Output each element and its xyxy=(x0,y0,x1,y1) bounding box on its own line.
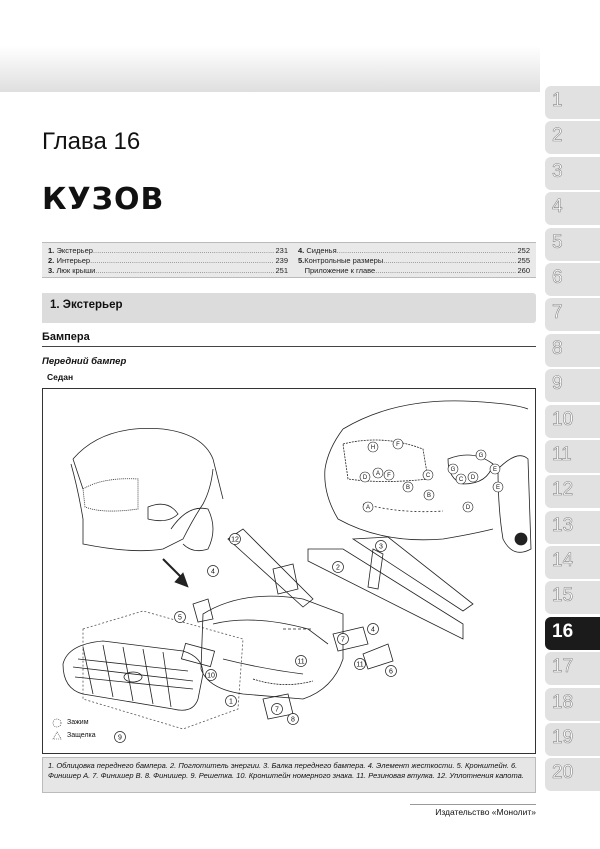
toc-page: 251 xyxy=(275,266,288,275)
svg-text:E: E xyxy=(495,485,501,491)
variant-heading: Седан xyxy=(47,372,74,382)
svg-text:7: 7 xyxy=(275,706,279,714)
toc-num: 3. xyxy=(48,266,55,275)
svg-text:8: 8 xyxy=(291,716,295,724)
letter-G[interactable] xyxy=(448,464,458,474)
car-front-sketch xyxy=(71,428,223,550)
toc-leader xyxy=(375,266,516,276)
toc-num xyxy=(298,266,305,276)
toc-right-column xyxy=(298,246,530,276)
toc-title: Контрольные размеры xyxy=(304,256,384,265)
svg-text:2: 2 xyxy=(336,564,340,572)
toc-page: 260 xyxy=(517,266,530,275)
svg-text:C: C xyxy=(458,477,464,483)
tab-chapter-8[interactable]: 8 xyxy=(545,334,600,367)
toc-leader xyxy=(93,246,275,256)
tab-chapter-10[interactable]: 10 xyxy=(545,405,600,438)
tab-chapter-17[interactable]: 17 xyxy=(545,652,600,685)
tab-chapter-2[interactable]: 2 xyxy=(545,121,600,154)
toc-leader xyxy=(337,246,517,256)
toc-title: Люк крыши xyxy=(56,266,96,275)
svg-text:1: 1 xyxy=(229,698,233,706)
toc-page: 255 xyxy=(517,256,530,265)
letter-F2[interactable] xyxy=(384,470,394,480)
bumper-fascia-sketch xyxy=(181,596,343,699)
tab-chapter-3[interactable]: 3 xyxy=(545,157,600,190)
subsection-heading: Бампера xyxy=(42,331,536,347)
tab-chapter-18[interactable]: 18 xyxy=(545,688,600,721)
toc-num: 5. xyxy=(298,256,305,265)
chapter-label: Глава 16 xyxy=(42,128,141,155)
svg-text:11: 11 xyxy=(297,658,305,666)
svg-text:5: 5 xyxy=(178,614,182,622)
callout-4b[interactable] xyxy=(208,566,219,577)
callout-2[interactable] xyxy=(333,562,344,573)
toc-title: Сиденья xyxy=(306,246,337,255)
legend-latch: Защелка xyxy=(67,732,96,739)
svg-text:B: B xyxy=(426,493,432,499)
letter-D2[interactable] xyxy=(468,472,478,482)
svg-text:9: 9 xyxy=(118,734,122,742)
letter-E2[interactable] xyxy=(493,482,503,492)
chapter-tabs xyxy=(545,86,600,794)
toc-page: 231 xyxy=(275,246,288,255)
tab-chapter-20[interactable]: 20 xyxy=(545,758,600,791)
toc-leader xyxy=(95,266,274,276)
svg-text:G: G xyxy=(478,453,484,459)
tab-chapter-19[interactable]: 19 xyxy=(545,723,600,756)
toc-page: 239 xyxy=(275,256,288,265)
svg-text:3: 3 xyxy=(379,543,383,551)
letter-C2[interactable] xyxy=(456,474,466,484)
grille-sketch xyxy=(63,641,203,710)
letter-G2[interactable] xyxy=(476,450,486,460)
svg-text:D: D xyxy=(465,505,471,511)
tab-chapter-12[interactable]: 12 xyxy=(545,475,600,508)
toc-num: 1. xyxy=(48,246,55,255)
tab-chapter-14[interactable]: 14 xyxy=(545,546,600,579)
table-of-contents xyxy=(42,242,536,278)
toc-entry[interactable] xyxy=(298,246,530,256)
letter-C[interactable] xyxy=(423,470,433,480)
letter-D[interactable] xyxy=(360,472,370,482)
svg-text:4: 4 xyxy=(371,626,375,634)
letter-H[interactable] xyxy=(368,442,378,452)
callout-5[interactable] xyxy=(175,612,186,623)
svg-text:10: 10 xyxy=(207,672,215,680)
tab-chapter-1[interactable]: 1 xyxy=(545,86,600,119)
tab-chapter-6[interactable]: 6 xyxy=(545,263,600,296)
tab-chapter-15[interactable]: 15 xyxy=(545,581,600,614)
figure-caption: 1. Облицовка переднего бампера. 2. Поглотитель энергии. 3. Балка переднего бампера. 4. Элемент жесткости. 5. Кронштейн. 6. Финишер A. 7. Финишер B. 8. Финишер. 9. Решетка. 10. Кронштейн номерного знака. 11. Резиновая втулка. 12. Уплотнения капота. xyxy=(42,757,536,793)
svg-text:H: H xyxy=(370,445,376,451)
toc-left-column xyxy=(48,246,288,276)
svg-text:F: F xyxy=(396,442,400,448)
letter-B[interactable] xyxy=(403,482,413,492)
callout-8[interactable] xyxy=(288,714,299,725)
callout-11b[interactable] xyxy=(355,659,366,670)
toc-title: Приложение к главе xyxy=(304,266,376,275)
letter-B2[interactable] xyxy=(424,490,434,500)
svg-text:B: B xyxy=(405,485,411,491)
tab-chapter-11[interactable]: 11 xyxy=(545,440,600,473)
callout-10[interactable] xyxy=(206,670,217,681)
letter-E[interactable] xyxy=(490,464,500,474)
svg-text:A: A xyxy=(375,471,381,477)
section-title: 1. Экстерьер xyxy=(50,299,123,311)
callout-4[interactable] xyxy=(368,624,379,635)
callout-1[interactable] xyxy=(226,696,237,707)
subsubsection-heading: Передний бампер xyxy=(42,356,127,367)
svg-text:D: D xyxy=(362,475,368,481)
svg-text:11: 11 xyxy=(356,661,364,669)
callout-7[interactable] xyxy=(272,704,283,715)
section-bar xyxy=(42,293,536,323)
letter-A[interactable] xyxy=(373,468,383,478)
toc-num: 2. xyxy=(48,256,55,265)
callout-6[interactable] xyxy=(386,666,397,677)
toc-page: 252 xyxy=(517,246,530,255)
callout-12[interactable] xyxy=(230,534,241,545)
publisher-footer: Издательство «Монолит» xyxy=(410,804,536,817)
callout-9[interactable] xyxy=(115,732,126,743)
svg-text:A: A xyxy=(365,505,371,511)
toc-title: Экстерьер xyxy=(56,246,93,255)
toc-title: Интерьер xyxy=(56,256,91,265)
svg-text:G: G xyxy=(450,467,456,473)
toc-leader xyxy=(383,256,516,266)
svg-text:E: E xyxy=(492,467,498,473)
letter-D3[interactable] xyxy=(463,502,473,512)
tab-chapter-16-active[interactable]: 16 xyxy=(545,617,600,650)
toc-entry[interactable] xyxy=(48,266,288,276)
tab-chapter-5[interactable]: 5 xyxy=(545,228,600,261)
letter-F[interactable] xyxy=(393,439,403,449)
header-band xyxy=(0,0,540,92)
toc-entry[interactable] xyxy=(298,256,530,266)
letter-A2[interactable] xyxy=(363,502,373,512)
svg-text:7: 7 xyxy=(341,636,345,644)
tab-chapter-4[interactable]: 4 xyxy=(545,192,600,225)
svg-text:12: 12 xyxy=(231,536,239,544)
svg-text:4: 4 xyxy=(211,568,215,576)
toc-entry[interactable] xyxy=(298,266,530,276)
callout-11[interactable] xyxy=(296,656,307,667)
tab-chapter-9[interactable]: 9 xyxy=(545,369,600,402)
toc-entry[interactable] xyxy=(48,246,288,256)
tab-chapter-13[interactable]: 13 xyxy=(545,511,600,544)
tab-chapter-7[interactable]: 7 xyxy=(545,298,600,331)
diagram-svg xyxy=(43,389,537,755)
svg-text:6: 6 xyxy=(389,668,393,676)
svg-text:D: D xyxy=(470,475,476,481)
exploded-diagram xyxy=(42,388,536,754)
svg-text:C: C xyxy=(425,473,431,479)
toc-entry[interactable] xyxy=(48,256,288,266)
legend-clip: Зажим xyxy=(67,719,89,726)
callout-7b[interactable] xyxy=(338,634,349,645)
toc-leader xyxy=(90,256,274,266)
svg-text:F: F xyxy=(387,473,391,479)
chapter-title: КУЗОВ xyxy=(42,182,165,217)
callout-3[interactable] xyxy=(376,541,387,552)
toc-num: 4. xyxy=(298,246,305,255)
